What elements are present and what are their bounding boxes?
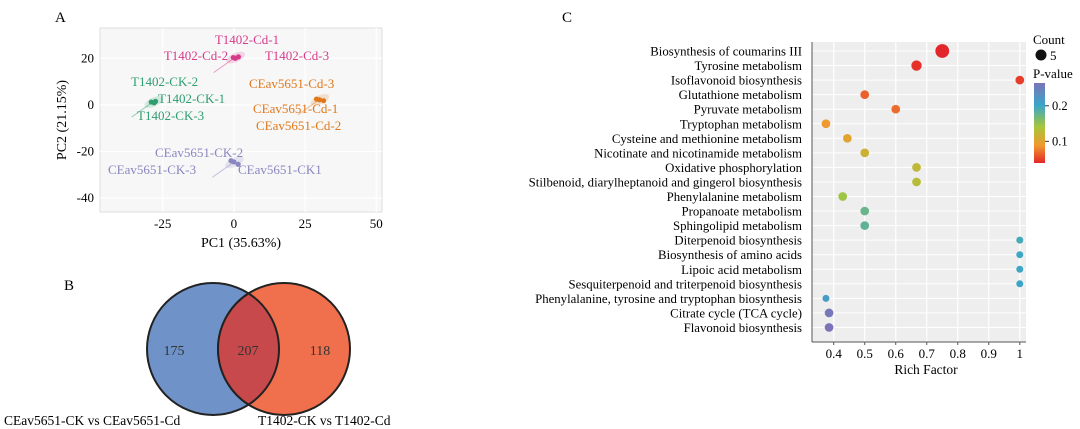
legend-count-value: 5 bbox=[1050, 48, 1057, 63]
enrichment-term-label: Biosynthesis of coumarins III bbox=[650, 44, 802, 59]
enrichment-term-label: Propanoate metabolism bbox=[681, 204, 802, 219]
enrichment-point bbox=[912, 178, 921, 187]
pca-y-tick-label: -40 bbox=[76, 190, 94, 206]
legend-count-dot bbox=[1036, 50, 1047, 61]
enrichment-term-labels bbox=[529, 45, 803, 335]
pca-point-label: CEav5651-CK-2 bbox=[155, 145, 244, 160]
enrichment-x-tick-label: 0.4 bbox=[825, 346, 842, 361]
enrichment-x-tick-label: 0.8 bbox=[949, 346, 966, 361]
enrichment-x-axis-label: Rich Factor bbox=[894, 362, 958, 377]
enrichment-point bbox=[825, 323, 834, 332]
enrichment-plot bbox=[529, 32, 1073, 377]
pca-point bbox=[233, 56, 238, 61]
enrichment-point bbox=[1016, 266, 1023, 273]
enrichment-term-label: Isoflavonoid biosynthesis bbox=[670, 73, 802, 88]
pca-point-label: CEav5651-Cd-3 bbox=[249, 76, 335, 91]
panel-c-label: C bbox=[562, 10, 573, 26]
enrichment-point bbox=[891, 105, 900, 114]
enrichment-point bbox=[860, 221, 869, 230]
pca-point-label: T1402-Cd-2 bbox=[163, 48, 229, 63]
enrichment-term-label: Oxidative phosphorylation bbox=[665, 160, 802, 175]
pca-x-tick-label: -25 bbox=[153, 216, 172, 231]
enrichment-point bbox=[822, 119, 831, 128]
enrichment-point bbox=[860, 149, 869, 158]
enrichment-x-tick-label: 0.9 bbox=[980, 346, 997, 361]
venn-right-only-count: 118 bbox=[309, 344, 331, 359]
enrichment-point bbox=[911, 60, 921, 70]
enrichment-term-label: Sesquiterpenoid and triterpenoid biosynthesis bbox=[568, 277, 802, 292]
pca-point-label: CEav5651-Cd-2 bbox=[256, 118, 342, 133]
enrichment-term-label: Diterpenoid biosynthesis bbox=[674, 233, 802, 248]
legend-p-title: P-value bbox=[1033, 66, 1073, 81]
enrichment-term-label: Stilbenoid, diarylheptanoid and gingerol biosynthesis bbox=[528, 175, 802, 190]
enrichment-x-tick-label: 0.7 bbox=[918, 346, 935, 361]
enrichment-term-label: Pyruvate metabolism bbox=[693, 102, 802, 117]
enrichment-point bbox=[1016, 280, 1023, 287]
enrichment-point bbox=[1016, 237, 1023, 244]
enrichment-term-label: Glutathione metabolism bbox=[678, 88, 802, 103]
pca-y-tick-label: -20 bbox=[76, 143, 94, 159]
pca-x-axis-label: PC1 (35.63%) bbox=[200, 236, 282, 251]
pca-point-label: CEav5651-CK-3 bbox=[108, 162, 197, 177]
enrichment-point bbox=[822, 295, 829, 302]
enrichment-legend bbox=[1033, 32, 1073, 163]
enrichment-point bbox=[935, 44, 949, 58]
pca-x-tick-label: 25 bbox=[298, 216, 312, 231]
pca-y-tick-label: 0 bbox=[87, 96, 94, 112]
venn-right-label: T1402-CK vs T1402-Cd bbox=[258, 413, 391, 428]
pca-point-label: T1402-Cd-3 bbox=[264, 48, 330, 63]
panel-a-label: A bbox=[55, 10, 66, 26]
enrichment-point bbox=[838, 192, 847, 201]
legend-p-colorbar bbox=[1034, 83, 1045, 163]
venn-left-only-count: 175 bbox=[163, 344, 185, 359]
legend-p-tick-label: 0.2 bbox=[1052, 98, 1068, 113]
enrichment-point bbox=[1015, 76, 1024, 85]
enrichment-term-label: Phenylalanine, tyrosine and tryptophan biosynthesis bbox=[535, 291, 802, 306]
enrichment-term-label: Phenylalanine metabolism bbox=[666, 190, 802, 204]
venn-diagram bbox=[4, 283, 391, 428]
enrichment-plot-area bbox=[812, 42, 1026, 342]
enrichment-term-label: Sphingolipid metabolism bbox=[672, 219, 802, 234]
enrichment-x-tick-label: 1 bbox=[1016, 346, 1024, 361]
enrichment-term-label: Tryptophan metabolism bbox=[679, 117, 802, 132]
enrichment-term-label: Tyrosine metabolism bbox=[694, 59, 802, 74]
pca-point-label: CEav5651-Cd-1 bbox=[253, 101, 339, 116]
pca-y-axis-label: PC2 (21.15%) bbox=[55, 79, 70, 161]
enrichment-term-label: Nicotinate and nicotinamide metabolism bbox=[594, 146, 802, 161]
pca-point-label: CEav5651-CK1 bbox=[238, 162, 322, 177]
enrichment-point bbox=[860, 207, 869, 216]
enrichment-x-ticks bbox=[826, 342, 1023, 361]
legend-count-title: Count bbox=[1033, 32, 1065, 47]
pca-point-label: T1402-CK-2 bbox=[131, 74, 199, 89]
enrichment-term-label: Biosynthesis of amino acids bbox=[658, 248, 802, 263]
panel-b-label: B bbox=[64, 278, 75, 294]
venn-overlap-count: 207 bbox=[237, 344, 259, 359]
enrichment-term-label: Citrate cycle (TCA cycle) bbox=[670, 306, 802, 321]
enrichment-point bbox=[860, 90, 869, 99]
enrichment-term-label: Lipoic acid metabolism bbox=[681, 262, 802, 277]
pca-x-tick-label: 0 bbox=[230, 216, 238, 231]
enrichment-term-label: Cysteine and methionine metabolism bbox=[611, 131, 802, 146]
enrichment-x-tick-label: 0.6 bbox=[887, 346, 904, 361]
pca-point-label: T1402-Cd-1 bbox=[214, 32, 280, 47]
pca-plot bbox=[55, 28, 383, 251]
legend-p-ticks bbox=[1045, 99, 1068, 149]
pca-point-label: T1402-CK-1 bbox=[158, 91, 226, 106]
legend-p-tick-label: 0.1 bbox=[1052, 134, 1068, 149]
enrichment-point bbox=[843, 134, 852, 143]
venn-left-label: CEav5651-CK vs CEav5651-Cd bbox=[4, 413, 181, 428]
enrichment-term-label: Flavonoid biosynthesis bbox=[683, 320, 802, 335]
pca-point-label: T1402-CK-3 bbox=[137, 108, 205, 123]
enrichment-point bbox=[825, 309, 834, 318]
enrichment-point bbox=[912, 163, 921, 172]
enrichment-x-tick-label: 0.5 bbox=[856, 346, 873, 361]
enrichment-point bbox=[1016, 251, 1023, 258]
pca-x-tick-label: 50 bbox=[369, 216, 383, 231]
pca-y-tick-label: 20 bbox=[81, 50, 94, 66]
